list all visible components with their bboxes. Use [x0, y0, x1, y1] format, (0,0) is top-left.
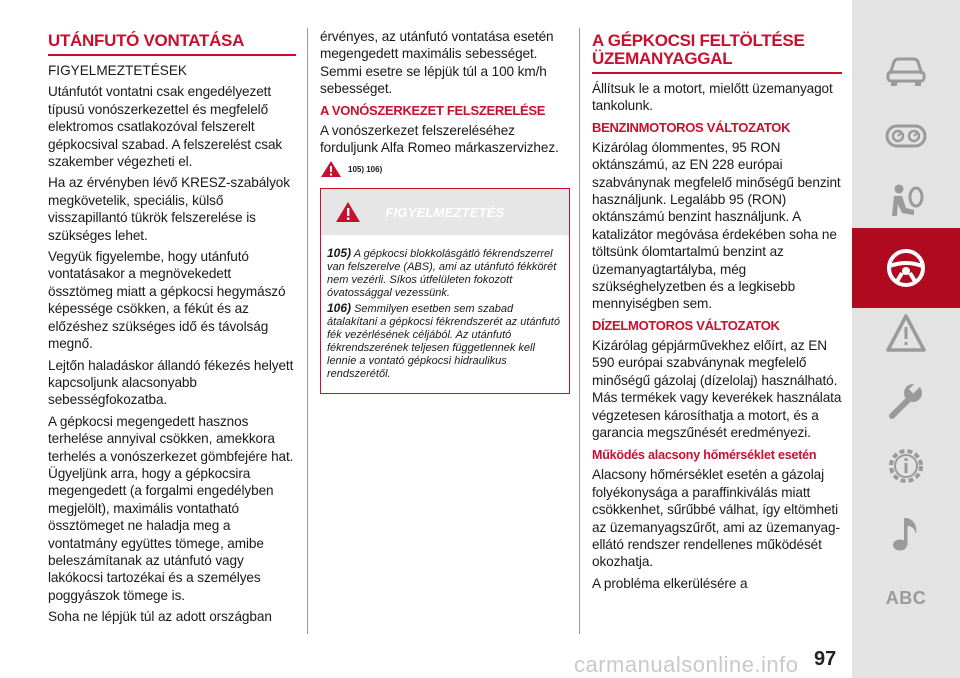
sidebar-item-car[interactable]: [852, 40, 960, 100]
paragraph: Ha az érvényben lévő KRESZ-szabályok megkövetelik, speciális, külső visszapillantó tükrök felszerelése is szükséges lehet.: [48, 175, 290, 243]
page-number: 97: [814, 648, 837, 670]
wrench-icon: [884, 378, 928, 422]
sidebar-item-safety[interactable]: [852, 172, 960, 232]
heading-diesel: DÍZELMOTOROS VÁLTOZATOK: [592, 317, 780, 333]
paragraph: Vegyük figyelembe, hogy utánfutó vontatásakor a megnövekedett össztömeg miatt a gépkocsi hegymászó képessége csökken, a fékút és az előzéshez szükséges idő és távolság megnő.: [48, 249, 286, 352]
music-note-icon: [884, 512, 928, 556]
heading-low-temperature: Működés alacsony hőmérséklet esetén: [592, 448, 817, 463]
gear-info-icon: [884, 444, 928, 488]
car-icon: [884, 48, 928, 92]
airbag-person-icon: [884, 180, 928, 224]
paragraph: A probléma elkerülésére a: [592, 575, 748, 591]
warning-text: Semmilyen esetben sem szabad átalakítani a gépkocsi fékrendszerét az utánfutó fék vezérlésének céljából. Az utánfutó fékrendszerének teljesen függetlennek kell lennie a vontató gépkocsi hidraulikus rendszerétől.: [327, 303, 560, 381]
sidebar-item-index[interactable]: [852, 568, 960, 628]
sidebar-item-technical-data[interactable]: [852, 436, 960, 496]
column-divider: [579, 28, 580, 634]
warning-header: [321, 189, 569, 235]
dashboard-icon: [884, 114, 928, 158]
sidebar-item-starting-driving[interactable]: [852, 228, 960, 308]
heading-rule: [592, 72, 842, 74]
reference-numbers: 105) 106): [348, 164, 383, 174]
warning-body: [321, 235, 569, 393]
warning-box: [320, 188, 570, 394]
warning-item: [327, 247, 563, 300]
warning-title: FIGYELMEZTETÉS: [385, 204, 505, 220]
paragraph: Lejtőn haladáskor állandó fékezés helyett kapcsoljunk alacsonyabb sebességfokozatba.: [48, 357, 294, 408]
heading-towing: UTÁNFUTÓ VONTATÁSA: [48, 31, 245, 50]
paragraph: A vonószerkezet felszereléséhez forduljunk Alfa Romeo márkaszervizhez.: [320, 122, 559, 156]
sidebar-item-maintenance[interactable]: [852, 370, 960, 430]
steering-wheel-icon: [884, 246, 928, 290]
index-label: ABC: [885, 587, 927, 608]
sidebar-item-warnings[interactable]: [852, 304, 960, 364]
column-towing: [48, 28, 296, 630]
warning-number: 105): [327, 246, 352, 261]
paragraph: Soha ne lépjük túl az adott országban: [48, 609, 272, 625]
subheading-warnings: FIGYELMEZTETÉSEK: [48, 63, 187, 78]
watermark: carmanualsonline.info: [574, 652, 799, 677]
column-tow-hitch: [320, 28, 570, 394]
sidebar-item-dashboard[interactable]: [852, 106, 960, 166]
warning-triangle-icon: [320, 160, 342, 178]
warning-reference: [320, 160, 570, 178]
warning-text: A gépkocsi blokkolásgátló fékrendszerrel van felszerelve (ABS), ami az utánfutó fékkörét nem vezérli. Síkos útfelületen fokozott óvatossággal vezessünk.: [327, 248, 557, 300]
paragraph-continuation: érvényes, az utánfutó vontatása esetén megengedett maximális sebességet. Semmi esetre se lépjük túl a 100 km/h sebességet.: [320, 29, 554, 97]
warning-triangle-icon: [884, 312, 928, 356]
sidebar-item-multimedia[interactable]: [852, 504, 960, 564]
paragraph: Utánfutót vontatni csak engedélyezett típusú vonószerkezettel és megfelelő elektromos csatlakozóval felszerelt gépkocsival szabad. A felszerelést csak szakember végezheti el.: [48, 84, 283, 170]
chapter-sidebar: [852, 0, 960, 678]
warning-triangle-icon: [335, 201, 361, 223]
warning-item: [327, 302, 563, 381]
heading-petrol: BENZINMOTOROS VÁLTOZATOK: [592, 119, 791, 135]
heading-refueling-line1: A GÉPKOCSI FELTÖLTÉSE: [592, 31, 805, 50]
warning-number: 106): [327, 301, 352, 316]
column-refueling: [592, 28, 842, 596]
paragraph: Kizárólag gépjárművekhez előírt, az EN 590 európai szabványnak megfelelő minőségű gázolaj (dízelolaj) használható. Más termékek vagy keverékek használata végzetesen károsíthatja a motort, és a garancia megszűnését eredményezi.: [592, 337, 842, 440]
paragraph: Alacsony hőmérséklet esetén a gázolaj folyékonysága a paraffinkiválás miatt csökkenhet, sűrűbbé válhat, így eltömheti az üzemanyagszűrőt, ami az üzemanyag-ellátó rendszer rendellenes működését okozhatja.: [592, 467, 840, 570]
paragraph-intro: Állítsuk le a motort, mielőtt üzemanyagot tankolunk.: [592, 81, 833, 114]
paragraph: Kizárólag ólommentes, 95 RON oktánszámú, az EN 228 európai szabványnak megfelelő minőségű benzint használjunk. Legalább 95 (RON) oktánszámú benzint használjunk. A katalizátor megóvása érdekében soha ne töltsünk ólomtartalmú benzint az üzemanyagtartályba, még szükséghelyzetben és a legkisebb mennyiségben sem.: [592, 139, 841, 312]
column-divider: [307, 28, 308, 634]
heading-rule: [48, 54, 296, 56]
heading-tow-hitch: A VONÓSZERKEZET FELSZERELÉSE: [320, 102, 546, 118]
paragraph: A gépkocsi megengedett hasznos terhelése annyival csökken, amekkora terhelés a vonószerkezet gömbfejére hat. Ügyeljünk arra, hogy a gépkocsira megengedett (a forgalmi engedélyben megjelölt), maximális vontatható össztömeget ne haladja meg a vontatmány együttes tömege, amibe beleszámítanak az utánfutó vagy lakókocsi tartozékai és a személyes poggyászok tömege is.: [48, 413, 294, 603]
heading-refueling-line2: ÜZEMANYAGGAL: [592, 49, 733, 68]
